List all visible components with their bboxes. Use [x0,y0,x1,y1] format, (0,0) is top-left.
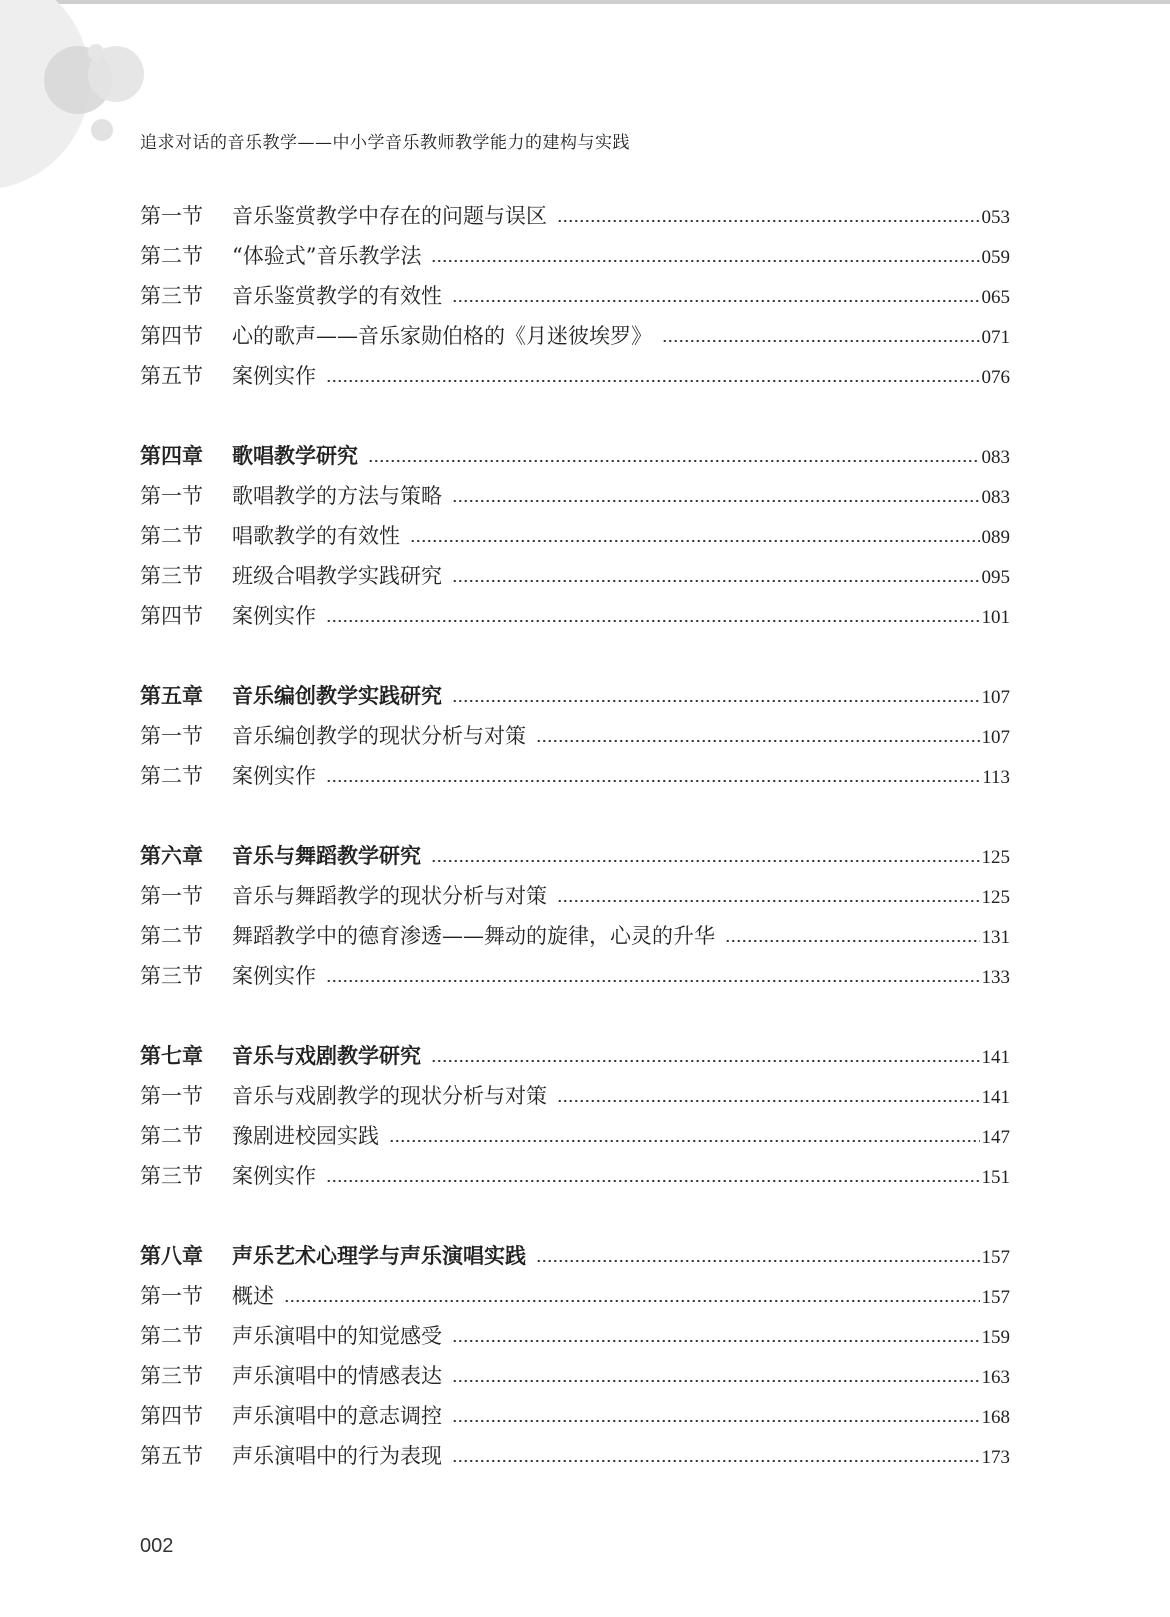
section-title: 豫剧进校园实践 [232,1124,379,1148]
section-title: 音乐与戏剧教学的现状分析与对策 [232,1084,547,1108]
running-header-title: 追求对话的音乐教学——中小学音乐教师教学能力的建构与实践 [140,133,630,153]
toc-group [140,196,1010,396]
section-title: 音乐鉴赏教学中存在的问题与误区 [232,204,547,228]
chapter-title: 歌唱教学研究 [232,444,358,468]
section-label: 第三节 [140,1364,203,1388]
chapter-title: 音乐与戏剧教学研究 [232,1044,421,1068]
dot-leader [452,700,980,702]
section-title: 案例实作 [232,964,316,988]
chapter-page-number: 141 [981,1047,1010,1068]
dot-leader [557,220,980,222]
section-page-number: 059 [981,247,1010,268]
dot-leader [326,380,980,382]
toc-group [140,1036,1010,1196]
section-label: 第一节 [140,884,203,908]
toc-section-row [140,236,1010,276]
section-title: 声乐演唱中的情感表达 [232,1364,442,1388]
section-label: 第一节 [140,1284,203,1308]
toc-group [140,436,1010,636]
section-page-number: 083 [981,487,1010,508]
toc-section-row [140,516,1010,556]
section-label: 第一节 [140,1084,203,1108]
toc-group [140,1236,1010,1476]
section-label: 第四节 [140,324,203,348]
section-page-number: 163 [981,1367,1010,1388]
toc-section-row [140,1076,1010,1116]
section-title: 案例实作 [232,1164,316,1188]
section-label: 第五节 [140,1444,203,1468]
section-page-number: 113 [982,767,1010,788]
toc-chapter-row [140,1236,1010,1276]
section-label: 第一节 [140,204,203,228]
section-title: “体验式”音乐教学法 [232,244,422,268]
section-label: 第二节 [140,244,203,268]
chapter-page-number: 125 [981,847,1010,868]
dot-leader [431,860,980,862]
toc-section-row [140,1276,1010,1316]
dot-leader [662,340,980,342]
dot-leader [431,260,979,262]
toc-chapter-row [140,1036,1010,1076]
section-label: 第四节 [140,1404,203,1428]
section-page-number: 141 [981,1087,1010,1108]
toc-section-row [140,956,1010,996]
toc-section-row [140,1396,1010,1436]
toc-section-row [140,756,1010,796]
section-label: 第三节 [140,964,203,988]
dot-leader [452,1380,980,1382]
dot-leader [326,780,980,782]
toc-section-row [140,1156,1010,1196]
toc-chapter-row [140,836,1010,876]
toc-section-row [140,316,1010,356]
chapter-label: 第六章 [140,844,203,868]
toc-section-row [140,476,1010,516]
dot-leader [452,300,980,302]
section-title: 音乐鉴赏教学的有效性 [232,284,442,308]
dot-leader [368,460,980,462]
toc-section-row [140,1316,1010,1356]
section-page-number: 053 [981,207,1010,228]
toc-chapter-row [140,436,1010,476]
dot-leader [452,1460,980,1462]
section-title: 概述 [232,1284,274,1308]
decorative-circles [0,0,240,210]
dot-leader [452,1340,980,1342]
table-of-contents [140,196,1010,1516]
section-label: 第三节 [140,564,203,588]
section-page-number: 071 [981,327,1010,348]
section-page-number: 076 [981,367,1010,388]
dot-leader [725,940,980,942]
section-title: 心的歌声——音乐家勋伯格的《月迷彼埃罗》 [232,324,652,348]
toc-section-row [140,596,1010,636]
section-page-number: 095 [981,567,1010,588]
section-label: 第二节 [140,1324,203,1348]
dot-leader [557,1100,980,1102]
section-label: 第四节 [140,604,203,628]
section-label: 第三节 [140,1164,203,1188]
section-page-number: 157 [981,1287,1010,1308]
section-title: 案例实作 [232,764,316,788]
toc-group [140,836,1010,996]
section-page-number: 168 [981,1407,1010,1428]
chapter-title: 声乐艺术心理学与声乐演唱实践 [232,1244,526,1268]
dot-leader [536,1260,980,1262]
toc-chapter-row [140,676,1010,716]
dot-leader [557,900,980,902]
section-title: 案例实作 [232,604,316,628]
section-page-number: 147 [981,1127,1010,1148]
toc-section-row [140,876,1010,916]
chapter-title: 音乐与舞蹈教学研究 [232,844,421,868]
section-page-number: 107 [981,727,1010,748]
toc-section-row [140,196,1010,236]
section-title: 唱歌教学的有效性 [232,524,400,548]
section-label: 第二节 [140,924,203,948]
section-title: 班级合唱教学实践研究 [232,564,442,588]
section-page-number: 089 [981,527,1010,548]
section-label: 第一节 [140,484,203,508]
toc-section-row [140,1116,1010,1156]
dot-leader [284,1300,980,1302]
dot-leader [452,1420,980,1422]
toc-section-row [140,716,1010,756]
chapter-page-number: 107 [981,687,1010,708]
toc-section-row [140,916,1010,956]
section-label: 第三节 [140,284,203,308]
section-page-number: 065 [981,287,1010,308]
section-label: 第二节 [140,764,203,788]
chapter-label: 第四章 [140,444,203,468]
dot-leader [410,540,980,542]
section-label: 第二节 [140,1124,203,1148]
section-title: 舞蹈教学中的德育渗透——舞动的旋律，心灵的升华 [232,924,715,948]
toc-section-row [140,1436,1010,1476]
page-number: 002 [140,1535,174,1557]
section-title: 声乐演唱中的行为表现 [232,1444,442,1468]
chapter-label: 第八章 [140,1244,203,1268]
section-title: 音乐与舞蹈教学的现状分析与对策 [232,884,547,908]
section-page-number: 133 [981,967,1010,988]
toc-section-row [140,356,1010,396]
dot-leader [389,1140,980,1142]
section-title: 声乐演唱中的意志调控 [232,1404,442,1428]
section-page-number: 151 [981,1167,1010,1188]
chapter-page-number: 083 [981,447,1010,468]
dot-leader [326,980,980,982]
dot-leader [326,620,980,622]
section-title: 歌唱教学的方法与策略 [232,484,442,508]
section-label: 第一节 [140,724,203,748]
section-page-number: 131 [981,927,1010,948]
section-page-number: 173 [981,1447,1010,1468]
toc-section-row [140,556,1010,596]
section-title: 案例实作 [232,364,316,388]
chapter-label: 第七章 [140,1044,203,1068]
section-label: 第五节 [140,364,203,388]
chapter-label: 第五章 [140,684,203,708]
section-page-number: 159 [981,1327,1010,1348]
toc-section-row [140,276,1010,316]
toc-section-row [140,1356,1010,1396]
dot-leader [452,500,980,502]
section-label: 第二节 [140,524,203,548]
section-title: 声乐演唱中的知觉感受 [232,1324,442,1348]
section-title: 音乐编创教学的现状分析与对策 [232,724,526,748]
dot-leader [536,740,980,742]
section-page-number: 125 [981,887,1010,908]
dot-leader [431,1060,980,1062]
chapter-page-number: 157 [981,1247,1010,1268]
toc-group [140,676,1010,796]
chapter-title: 音乐编创教学实践研究 [232,684,442,708]
dot-leader [452,580,980,582]
dot-leader [326,1180,980,1182]
section-page-number: 101 [981,607,1010,628]
